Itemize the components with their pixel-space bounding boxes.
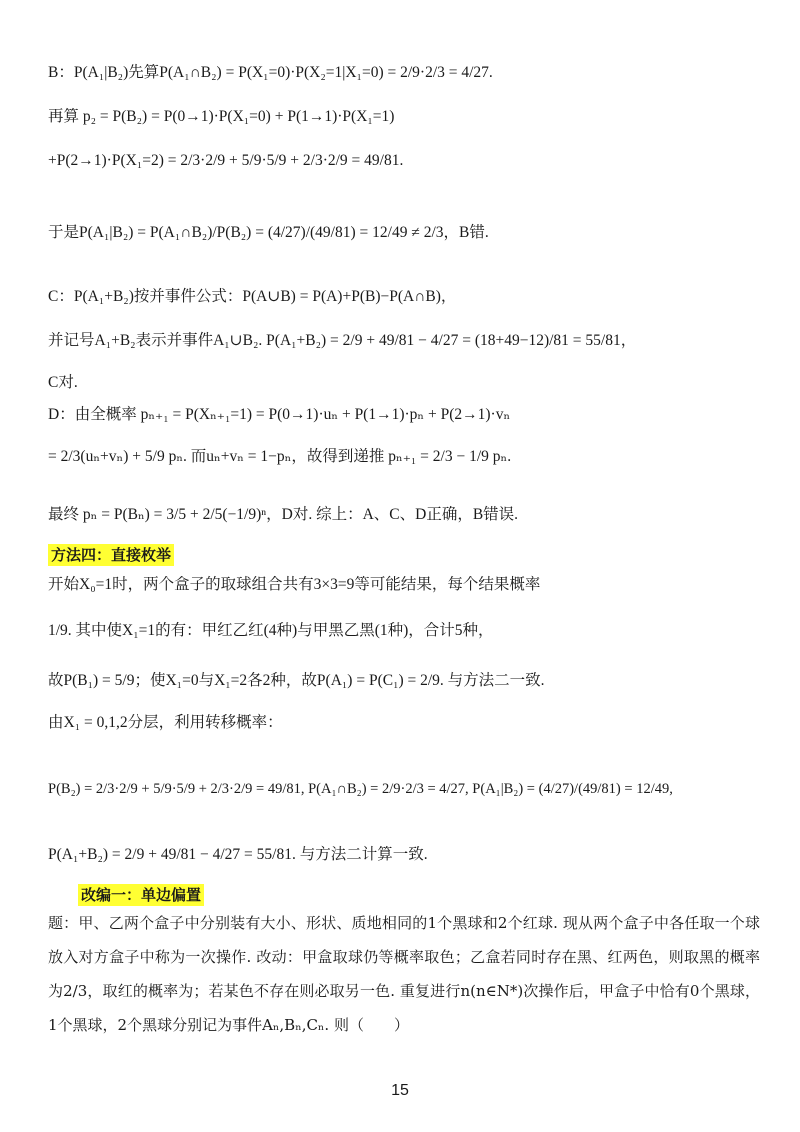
method4-line-6: P(A₁+B₂) = 2/9 + 49/81 − 4/27 = 55/81. 与方法二计算一致. <box>48 846 428 863</box>
variant-heading: 改编一：单边偏置 <box>78 884 204 906</box>
solution-line-final: 最终 pₙ = P(Bₙ) = 3/5 + 2/5(−1/9)ⁿ，D对. 综上：A、C、D正确，B错误. <box>48 506 519 523</box>
method4-line-5: P(B₂) = 2/3·2/9 + 5/9·5/9 + 2/3·2/9 = 49/81, P(A₁∩B₂) = 2/9·2/3 = 4/27, P(A₁|B₂) = (4/27)/(49/81) = 12/49, <box>48 781 673 797</box>
method4-line-1: 开始X₀=1时，两个盒子的取球组合共有3×3=9等可能结果，每个结果概率 <box>48 576 541 593</box>
solution-line-c-conclusion: C对. <box>48 374 78 391</box>
solution-line-b-conclusion: 于是P(A₁|B₂) = P(A₁∩B₂)/P(B₂) = (4/27)/(49/81) = 12/49 ≠ 2/3，B错. <box>48 224 489 241</box>
method4-line-4: 由X₁ = 0,1,2分层，利用转移概率： <box>48 714 283 731</box>
problem-statement: 题：甲、乙两个盒子中分别装有大小、形状、质地相同的1个黑球和2个红球. 现从两个盒子中各任取一个球放入对方盒子中称为一次操作. 改动：甲盒取球仍等概率取色；乙盒若同时存在黑、红两色，则取黑的概率为2/3，取红的概率为；若某色不存在则必取另一色. 重复进行n(n∈N*)次操作后，甲盒子中恰有0个黑球，1个黑球，2个黑球分别记为事件Aₙ,Bₙ,Cₙ. 则（ ） <box>48 914 760 1034</box>
method4-line-2: 1/9. 其中使X₁=1的有：甲红乙红(4种)与甲黑乙黑(1种)，合计5种， <box>48 622 494 639</box>
page-number: 15 <box>391 1082 409 1099</box>
solution-line-c: C：P(A₁+B₂)按并事件公式：P(A∪B) = P(A)+P(B)−P(A∩B)， <box>48 288 457 305</box>
solution-line-c-calc: 并记号A₁+B₂表示并事件A₁∪B₂. P(A₁+B₂) = 2/9 + 49/81 − 4/27 = (18+49−12)/81 = 55/81， <box>48 332 637 349</box>
solution-line-b: B：P(A₁|B₂)先算P(A₁∩B₂) = P(X₁=0)·P(X₂=1|X₁=0) = 2/9·2/3 = 4/27. <box>48 64 493 81</box>
solution-line-p2: 再算 p₂ = P(B₂) = P(0→1)·P(X₁=0) + P(1→1)·P(X₁=1) <box>48 108 395 125</box>
solution-line-d: D：由全概率 pₙ₊₁ = P(Xₙ₊₁=1) = P(0→1)·uₙ + P(1→1)·pₙ + P(2→1)·vₙ <box>48 406 511 423</box>
method4-line-3: 故P(B₁) = 5/9；使X₁=0与X₁=2各2种，故P(A₁) = P(C₁) = 2/9. 与方法二一致. <box>48 672 545 689</box>
solution-line-p2-cont: +P(2→1)·P(X₁=2) = 2/3·2/9 + 5/9·5/9 + 2/3·2/9 = 49/81. <box>48 152 404 169</box>
method4-heading: 方法四：直接枚举 <box>48 544 174 566</box>
solution-line-d-recursion: = 2/3(uₙ+vₙ) + 5/9 pₙ. 而uₙ+vₙ = 1−pₙ，故得到递推 pₙ₊₁ = 2/3 − 1/9 pₙ. <box>48 448 512 465</box>
